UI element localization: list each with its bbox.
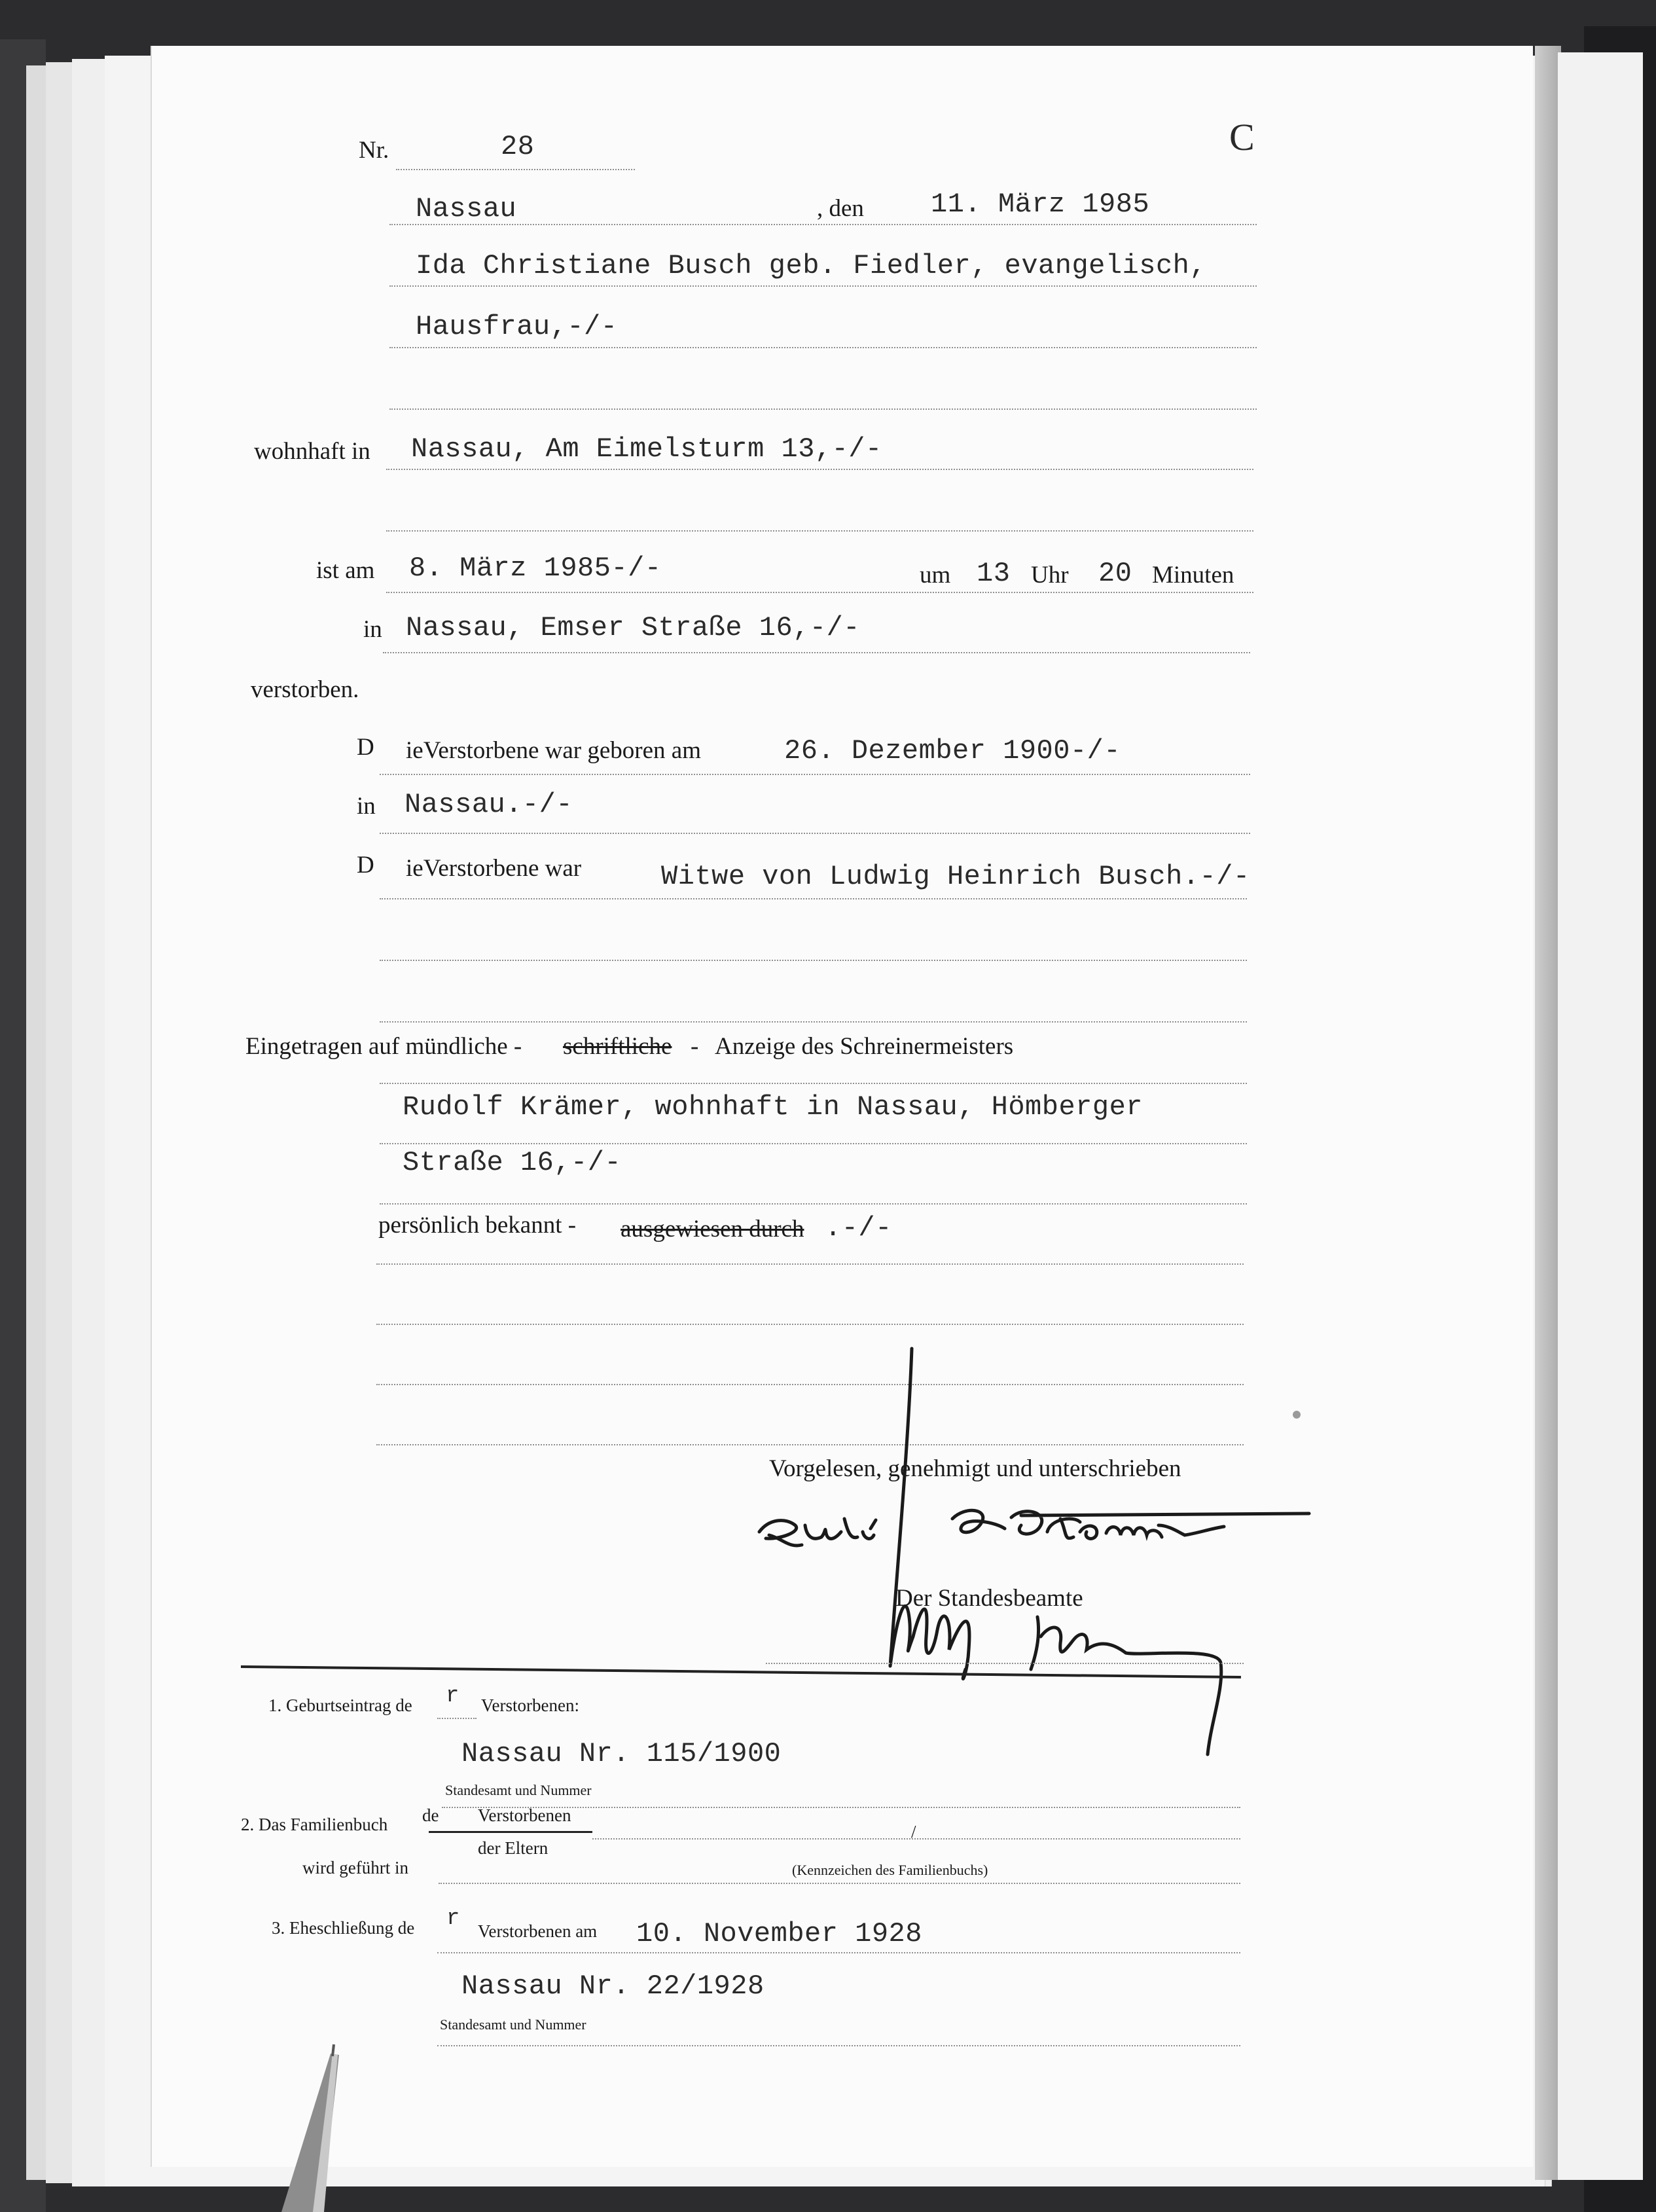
dotted-line [380, 833, 1250, 834]
item2-wird-label: wird geführt in [302, 1858, 408, 1877]
ausgewiesen-struck: ausgewiesen durch [621, 1216, 804, 1242]
item2-label: 2. Das Familienbuch [241, 1815, 388, 1834]
dotted-line [389, 347, 1257, 348]
paper-speck [1293, 1411, 1301, 1419]
birth-in-label: in [357, 793, 376, 820]
vorgelesen-label: Vorgelesen, genehmigt und unterschrieben [769, 1455, 1181, 1482]
item3-date: 10. November 1928 [636, 1918, 922, 1949]
corner-mark: C [1229, 116, 1255, 158]
dotted-line [386, 592, 1253, 593]
dotted-line [592, 1838, 1240, 1840]
dotted-line [386, 530, 1253, 532]
death-date: 8. März 1985-/- [409, 553, 662, 584]
status-prefix: D [357, 852, 374, 879]
in-label: in [363, 616, 382, 643]
nr-value: 28 [501, 131, 535, 162]
pen-icon [262, 2042, 393, 2212]
deceased-line-1: Ida Christiane Busch geb. Fiedler, evangelisch, [416, 250, 1207, 281]
nr-label: Nr. [359, 137, 389, 164]
item2-verstorbenen: Verstorbenen [478, 1805, 571, 1825]
dotted-line [376, 1384, 1244, 1385]
dotted-line [396, 169, 635, 170]
status-value: Witwe von Ludwig Heinrich Busch.-/- [661, 861, 1250, 892]
minuten-label: Minuten [1152, 562, 1234, 589]
birth-place: Nassau.-/- [405, 789, 573, 820]
death-place: Nassau, Emser Straße 16,-/- [406, 612, 861, 644]
dotted-line [376, 1324, 1244, 1325]
item2-de: de [422, 1805, 439, 1825]
item2-slash: / [911, 1822, 916, 1841]
facing-page [1558, 52, 1643, 2180]
anzeige-label: Anzeige des Schreinermeisters [715, 1033, 1014, 1060]
dotted-line [380, 774, 1250, 775]
item2-fraction-bar [429, 1831, 592, 1833]
born-prefix: D [357, 734, 374, 761]
dotted-line [389, 224, 1257, 225]
den-label: , den [817, 195, 864, 222]
item2-eltern: der Eltern [478, 1838, 549, 1858]
deceased-line-2: Hausfrau,-/- [416, 311, 618, 342]
dotted-line [437, 1718, 477, 1719]
dotted-line [380, 1083, 1247, 1084]
um-label: um [920, 562, 951, 589]
item3-suffix: r [446, 1906, 460, 1931]
record-date: 11. März 1985 [931, 189, 1150, 220]
dotted-line [439, 1883, 1240, 1884]
status-label: ieVerstorbene war [406, 855, 582, 882]
place-value: Nassau [416, 193, 517, 225]
bekannt-label: persönlich bekannt - [378, 1212, 577, 1239]
item2-caption: (Kennzeichen des Familienbuchs) [792, 1862, 988, 1878]
standesbeamte-label: Der Standesbeamte [895, 1585, 1083, 1612]
verstorben-label: verstorben. [251, 676, 359, 703]
eingetragen-dash: - [691, 1033, 699, 1060]
dotted-line [376, 1263, 1244, 1265]
dotted-line [766, 1663, 1244, 1664]
dotted-line [380, 1203, 1247, 1205]
item3-caption: Standesamt und Nummer [440, 2016, 586, 2033]
item1-value: Nassau Nr. 115/1900 [461, 1738, 782, 1769]
item1-suffix: r [446, 1684, 459, 1709]
dotted-line [437, 1952, 1240, 1953]
dotted-line [437, 2045, 1240, 2046]
death-minute: 20 [1098, 558, 1132, 589]
dotted-line [386, 469, 1253, 470]
uhr-label: Uhr [1031, 562, 1069, 589]
death-hour: 13 [977, 558, 1011, 589]
bekannt-suffix: .-/- [825, 1212, 892, 1244]
dotted-line [380, 1021, 1247, 1023]
eingetragen-label: Eingetragen auf mündliche - [245, 1033, 522, 1060]
born-label: ieVerstorbene war geboren am [406, 737, 701, 764]
item1-label: 1. Geburtseintrag de [268, 1695, 412, 1715]
dotted-line [389, 408, 1257, 410]
dotted-line [380, 1143, 1247, 1144]
wohnhaft-label: wohnhaft in [254, 438, 370, 465]
item3-value: Nassau Nr. 22/1928 [461, 1970, 765, 2002]
dotted-line [383, 652, 1250, 653]
dotted-line [389, 285, 1257, 287]
dotted-line [376, 1444, 1244, 1445]
gutter-shadow [1535, 46, 1561, 2180]
item3-label-end: Verstorbenen am [478, 1921, 598, 1941]
informant-line-1: Rudolf Krämer, wohnhaft in Nassau, Hömberger [403, 1091, 1143, 1123]
item1-caption: Standesamt und Nummer [445, 1782, 592, 1798]
item3-label: 3. Eheschließung de [272, 1918, 415, 1938]
ist-am-label: ist am [316, 557, 375, 584]
item1-label-end: Verstorbenen: [481, 1695, 579, 1715]
birth-date: 26. Dezember 1900-/- [784, 735, 1121, 767]
dotted-line [380, 960, 1247, 961]
schriftliche-struck: schriftliche [563, 1033, 672, 1060]
residence-value: Nassau, Am Eimelsturm 13,-/- [411, 433, 882, 465]
informant-line-2: Straße 16,-/- [403, 1147, 622, 1178]
dotted-line [380, 898, 1247, 899]
